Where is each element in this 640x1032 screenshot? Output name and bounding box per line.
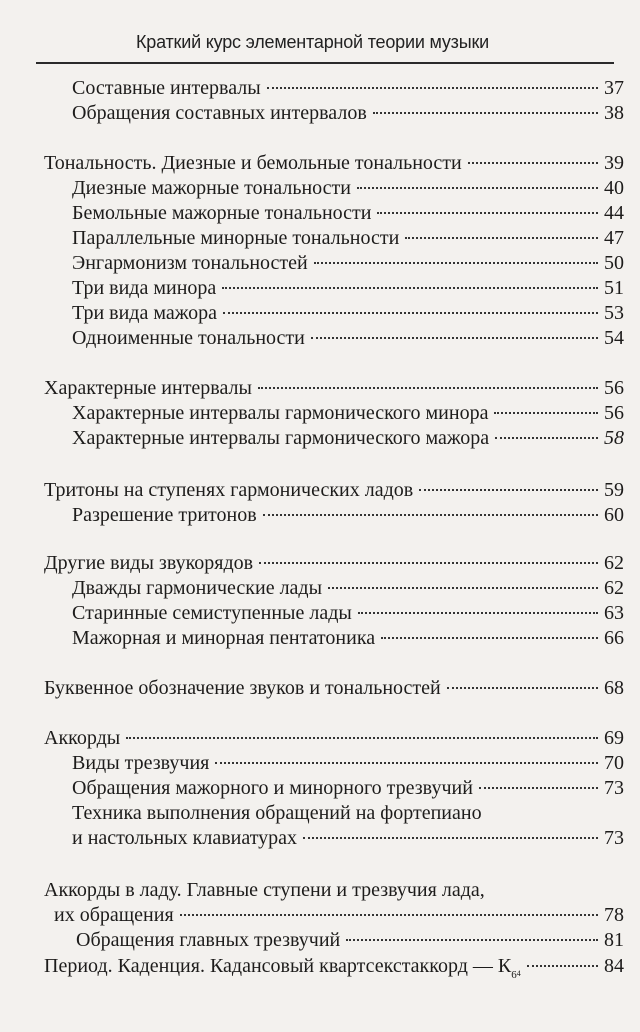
toc-entry-page: 62 (604, 577, 624, 599)
toc-entry (0, 551, 624, 575)
toc-entry-title: Старинные семиступенные лады (72, 602, 352, 624)
toc-entry-title: Тональность. Диезные и бемольные тональности (44, 152, 462, 174)
toc-entry-title-text: Период. Каденция. Кадансовый квартсекстаккорд — К (44, 955, 512, 977)
toc-entry-page: 50 (604, 252, 624, 274)
toc-entry-page: 53 (604, 302, 624, 324)
toc-entry (0, 151, 624, 175)
toc-entry-page: 84 (604, 955, 624, 977)
toc-entry-title: Бемольные мажорные тональности (72, 202, 372, 224)
toc-entry-title: Характерные интервалы (44, 377, 252, 399)
dot-leader (373, 112, 598, 114)
toc-entry (0, 503, 624, 527)
toc-entry-page: 37 (604, 77, 624, 99)
toc-entry (0, 776, 624, 800)
toc-entry-title: Мажорная и минорная пентатоника (72, 627, 376, 649)
running-header-title: Краткий курс элементарной теории музыки (135, 32, 489, 52)
dot-leader (263, 514, 598, 516)
toc-entry (0, 376, 624, 400)
dot-leader (328, 587, 598, 589)
dot-leader (358, 612, 598, 614)
toc-entry-title: Три вида минора (72, 277, 217, 299)
toc-entry (0, 879, 624, 927)
toc-entry-title: Обращения главных трезвучий (76, 929, 341, 951)
toc-entry-page: 56 (604, 402, 624, 424)
dot-leader (527, 965, 598, 967)
toc-entry-page: 47 (604, 227, 624, 249)
toc-entry-page: 54 (604, 327, 624, 349)
toc-entry-page: 60 (604, 504, 624, 526)
toc-entry-title: Одноименные тональности (72, 327, 305, 349)
toc-entry-title: Энгармонизм тональностей (72, 252, 308, 274)
toc-entry-title: их обращения (54, 904, 174, 926)
dot-leader (223, 312, 598, 314)
toc-entry-title: Три вида мажора (72, 302, 217, 324)
toc-entry-page: 69 (604, 727, 624, 749)
toc-entry (0, 601, 624, 625)
dot-leader (258, 387, 598, 389)
subscript: 6 (511, 969, 517, 981)
toc-entry-page: 39 (604, 152, 624, 174)
toc-entry (0, 76, 624, 100)
dot-leader (180, 914, 598, 916)
dot-leader (495, 437, 598, 439)
dot-leader (215, 762, 598, 764)
toc-entry (0, 751, 624, 775)
toc-entry-page: 44 (604, 202, 624, 224)
dot-leader (346, 939, 598, 941)
toc-entry-title: Дважды гармонические лады (72, 577, 323, 599)
toc-entry-page: 62 (604, 552, 624, 574)
dot-leader (222, 287, 598, 289)
toc-entry (0, 426, 624, 450)
toc-entry-title: Диезные мажорные тональности (72, 177, 351, 199)
toc-entry-title: Тритоны на ступенях гармонических ладов (44, 479, 414, 501)
toc-entry (0, 401, 624, 425)
dot-leader (381, 637, 598, 639)
subscript: 4 (516, 969, 521, 978)
toc-entry (0, 478, 624, 502)
toc-entry (0, 576, 624, 600)
toc-entry (0, 276, 624, 300)
toc-entry-page: 63 (604, 602, 624, 624)
toc-entry (0, 676, 624, 700)
toc-entry-page: 66 (604, 627, 624, 649)
dot-leader (303, 837, 598, 839)
toc-entry-page: 58 (604, 427, 624, 449)
toc-entry (0, 201, 624, 225)
dot-leader (126, 737, 598, 739)
dot-leader (479, 787, 598, 789)
toc-entry-title: Виды трезвучия (72, 752, 210, 774)
toc-entry (0, 176, 624, 200)
toc-entry (0, 626, 624, 650)
toc-entry-title: Разрешение тритонов (72, 504, 257, 526)
toc-entry-title-line1: Аккорды в ладу. Главные ступени и трезвучия лада, (44, 879, 485, 901)
dot-leader (405, 237, 598, 239)
toc-entry-title: Буквенное обозначение звуков и тональностей (44, 677, 441, 699)
toc-entry-title: Составные интервалы (72, 77, 261, 99)
toc-entry (0, 226, 624, 250)
toc-entry-title: Параллельные минорные тональности (72, 227, 400, 249)
toc-entry-page: 70 (604, 752, 624, 774)
toc-entry-title: Характерные интервалы гармонического минора (72, 402, 489, 424)
toc-entry-title: Характерные интервалы гармонического мажора (72, 427, 490, 449)
toc-entry-title: Обращения мажорного и минорного трезвучий (72, 777, 473, 799)
toc-entry-page: 59 (604, 479, 624, 501)
toc-entry-title: Другие виды звукорядов (44, 552, 254, 574)
toc-entry-page: 56 (604, 377, 624, 399)
toc-entry (0, 251, 624, 275)
dot-leader (267, 87, 598, 89)
toc-entry (0, 954, 624, 982)
toc-entry (0, 301, 624, 325)
toc-entry (0, 726, 624, 750)
toc-entry (0, 101, 624, 125)
dot-leader (447, 687, 598, 689)
dot-leader (494, 412, 598, 414)
toc-entry-title: Аккорды (44, 727, 121, 749)
toc-entry-page: 38 (604, 102, 624, 124)
dot-leader (419, 489, 598, 491)
dot-leader (468, 162, 598, 164)
toc-entry (0, 928, 624, 952)
toc-entry-page: 73 (604, 777, 624, 799)
toc-entry-page: 40 (604, 177, 624, 199)
toc-entry-title (44, 954, 521, 982)
toc-entry-page: 81 (604, 929, 624, 951)
toc-entry-page: 78 (604, 904, 624, 926)
toc-entry-page: 68 (604, 677, 624, 699)
dot-leader (357, 187, 598, 189)
toc-entry-title-line1: Техника выполнения обращений на фортепиано (72, 802, 482, 824)
toc-entry-page: 51 (604, 277, 624, 299)
toc-entry (0, 802, 624, 850)
toc-entry-title: Обращения составных интервалов (72, 102, 367, 124)
dot-leader (311, 337, 598, 339)
toc-entry (0, 326, 624, 350)
dot-leader (259, 562, 598, 564)
toc-entry-title: и настольных клавиатурах (72, 827, 298, 849)
toc-entry-page: 73 (604, 827, 624, 849)
dot-leader (314, 262, 598, 264)
dot-leader (377, 212, 598, 214)
